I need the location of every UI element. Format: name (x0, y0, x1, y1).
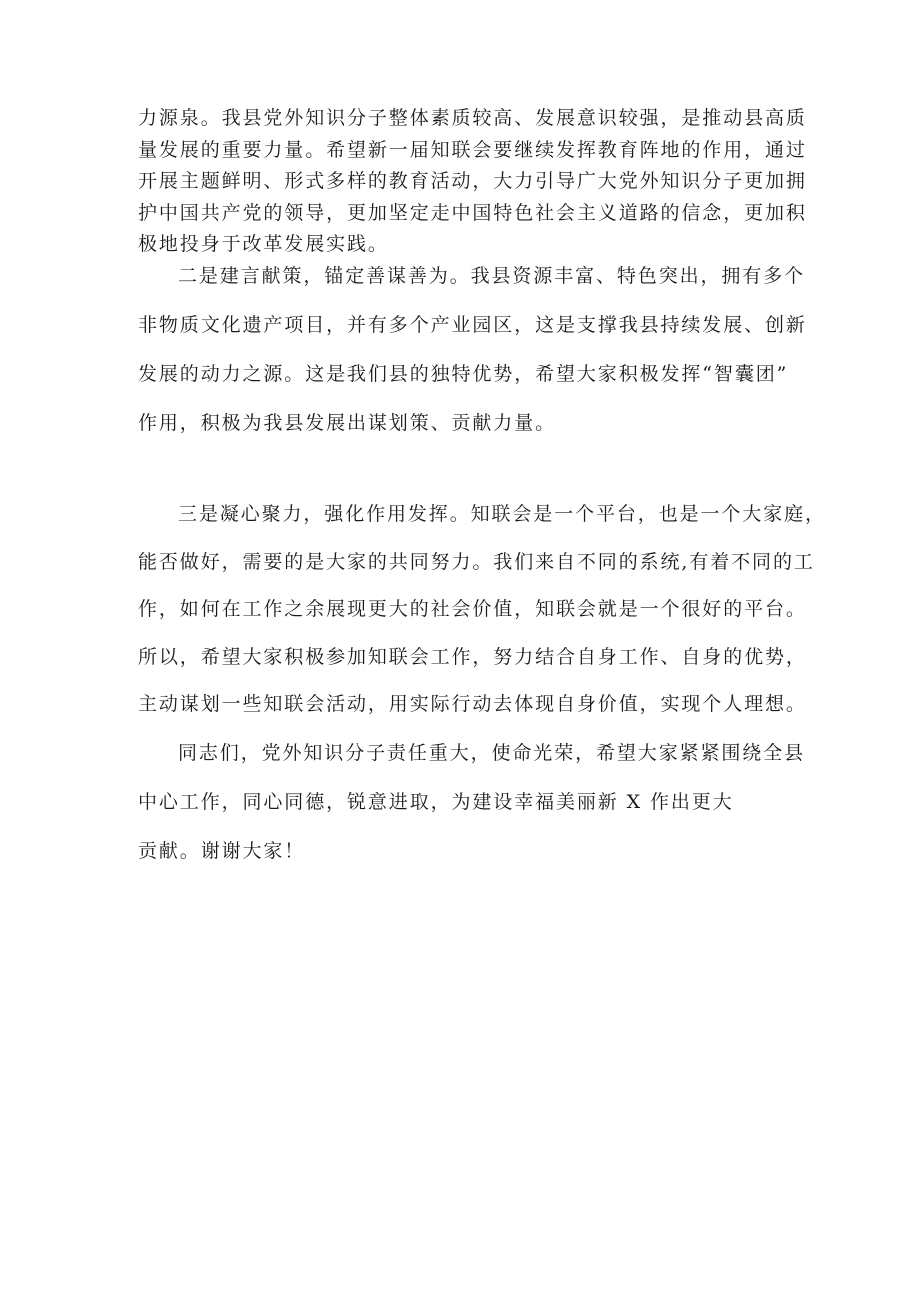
paragraph-line: 能否做好，需要的是大家的共同努力。我们来自不同的系统,有着不同的工 (138, 550, 815, 573)
paragraph-3 (138, 491, 826, 729)
paragraph-line: 护中国共产党的领导，更加坚定走中国特色社会主义道路的信念，更加积 (138, 201, 807, 224)
paragraph-line: 力源泉。我县党外知识分子整体素质较高、发展意识较强，是推动县高质 (138, 107, 807, 129)
paragraph-line: 三是凝心聚力，强化作用发挥。知联会是一个平台，也是一个大家庭， (178, 503, 826, 525)
paragraph-line: 贡献。谢谢大家！ (138, 840, 306, 862)
paragraph-line: 同志们，党外知识分子责任重大，使命光荣，希望大家紧紧围绕全县 (178, 742, 806, 764)
paragraph-line: 作用，积极为我县发展出谋划策、贡献力量。 (138, 412, 557, 434)
paragraph-2 (138, 252, 807, 448)
paragraph-1 (138, 103, 807, 261)
paragraph-line: 开展主题鲜明、形式多样的教育活动，大力引导广大党外知识分子更加拥 (138, 170, 807, 192)
paragraph-line: 量发展的重要力量。希望新一届知联会要继续发挥教育阵地的作用，通过 (138, 138, 807, 161)
paragraph-4 (138, 729, 806, 876)
paragraph-line: 中心工作，同心同德，锐意进取，为建设幸福美丽新 X 作出更大 (138, 791, 734, 813)
paragraph-line: 发展的动力之源。这是我们县的独特优势，希望大家积极发挥“智囊团” (138, 363, 789, 385)
paragraph-line: 所以，希望大家积极参加知联会工作，努力结合自身工作、自身的优势， (138, 645, 807, 668)
paragraph-line: 极地投身于改革发展实践。 (138, 233, 389, 255)
paragraph-line: 非物质文化遗产项目，并有多个产业园区，这是支撑我县持续发展、创新 (138, 314, 807, 336)
paragraph-line: 主动谋划一些知联会活动，用实际行动去体现自身价值，实现个人理想。 (138, 693, 807, 715)
paragraph-line: 二是建言献策，锚定善谋善为。我县资源丰富、特色突出，拥有多个 (178, 265, 806, 287)
paragraph-line: 作，如何在工作之余展现更大的社会价值，知联会就是一个很好的平台。 (138, 598, 807, 620)
